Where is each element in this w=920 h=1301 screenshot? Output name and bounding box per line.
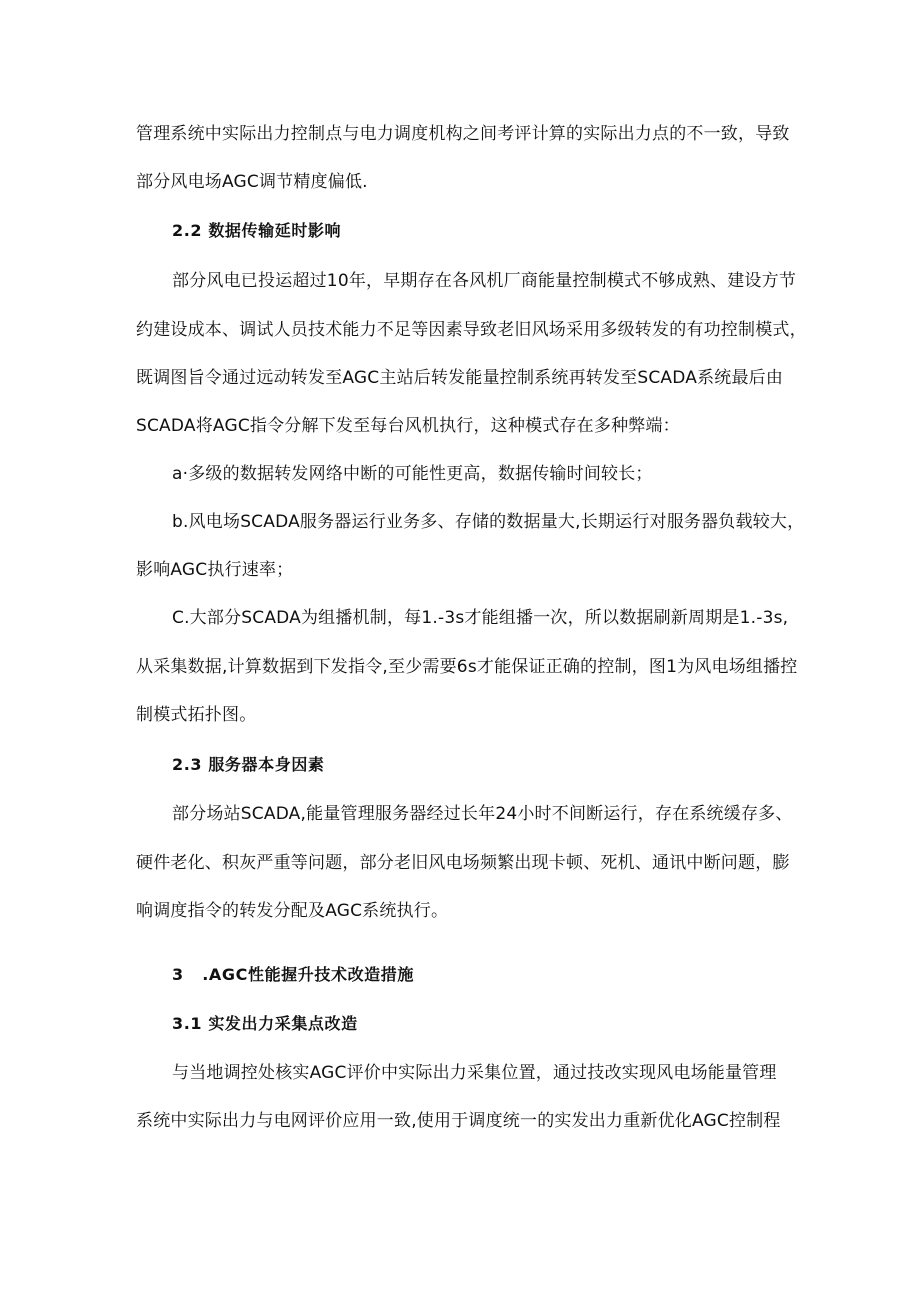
paragraph-line: 部分场站SCADA,能量管理服务器经过长年24小时不间断运行，存在系统缓存多、 bbox=[172, 804, 793, 824]
paragraph-line: 从采集数据,计算数据到下发指令,至少需要6s才能保证正确的控制，图1为风电场组播控 bbox=[136, 657, 798, 677]
paragraph-line: 影响AGC执行速率； bbox=[136, 560, 294, 580]
paragraph-line: 制模式拓扑图。 bbox=[136, 705, 257, 725]
paragraph-line: 约建设成本、调试人员技术能力不足等因素导致老旧风场采用多级转发的有功控制模式， bbox=[136, 320, 807, 340]
list-item-c: C.大部分SCADA为组播机制，每1.-3s才能组播一次，所以数据刷新周期是1.-3s, bbox=[172, 608, 789, 628]
paragraph-line: 管理系统中实际出力控制点与电力调度机构之间考评计算的实际出力点的不一致，导致 bbox=[136, 124, 790, 144]
list-item-a: a·多级的数据转发网络中断的可能性更高，数据传输时间较长； bbox=[172, 464, 653, 484]
paragraph-line: 与当地调控处核实AGC评价中实际出力采集位置，通过技改实现风电场能量管理 bbox=[172, 1063, 777, 1083]
paragraph-line: 部分风电场AGC调节精度偏低. bbox=[136, 172, 368, 192]
paragraph-line: 响调度指令的转发分配及AGC系统执行。 bbox=[136, 901, 449, 921]
section-heading-2-3: 2.3 服务器本身因素 bbox=[172, 755, 325, 774]
section-heading-2-2: 2.2 数据传输延时影响 bbox=[172, 221, 342, 240]
paragraph-line: 既调图旨令通过远动转发至AGC主站后转发能量控制系统再转发至SCADA系统最后由 bbox=[136, 368, 784, 388]
paragraph-line: 系统中实际出力与电网评价应用一致,使用于调度统一的实发出力重新优化AGC控制程 bbox=[136, 1111, 781, 1131]
paragraph-line: 硬件老化、积灰严重等问题，部分老旧风电场频繁出现卡顿、死机、通讯中断问题，膨 bbox=[136, 853, 790, 873]
section-heading-3-1: 3.1 实发出力采集点改造 bbox=[172, 1014, 358, 1033]
list-item-b: b.风电场SCADA服务器运行业务多、存储的数据量大,长期运行对服务器负载较大， bbox=[172, 512, 805, 532]
section-heading-3: 3 .AGC性能握升技术改造措施 bbox=[172, 965, 414, 984]
paragraph-line: 部分风电已投运超过10年，早期存在各风机厂商能量控制模式不够成熟、建设方节 bbox=[172, 271, 797, 291]
paragraph-line: SCADA将AGC指令分解下发至每台风机执行，这种模式存在多种弊端： bbox=[136, 416, 680, 436]
